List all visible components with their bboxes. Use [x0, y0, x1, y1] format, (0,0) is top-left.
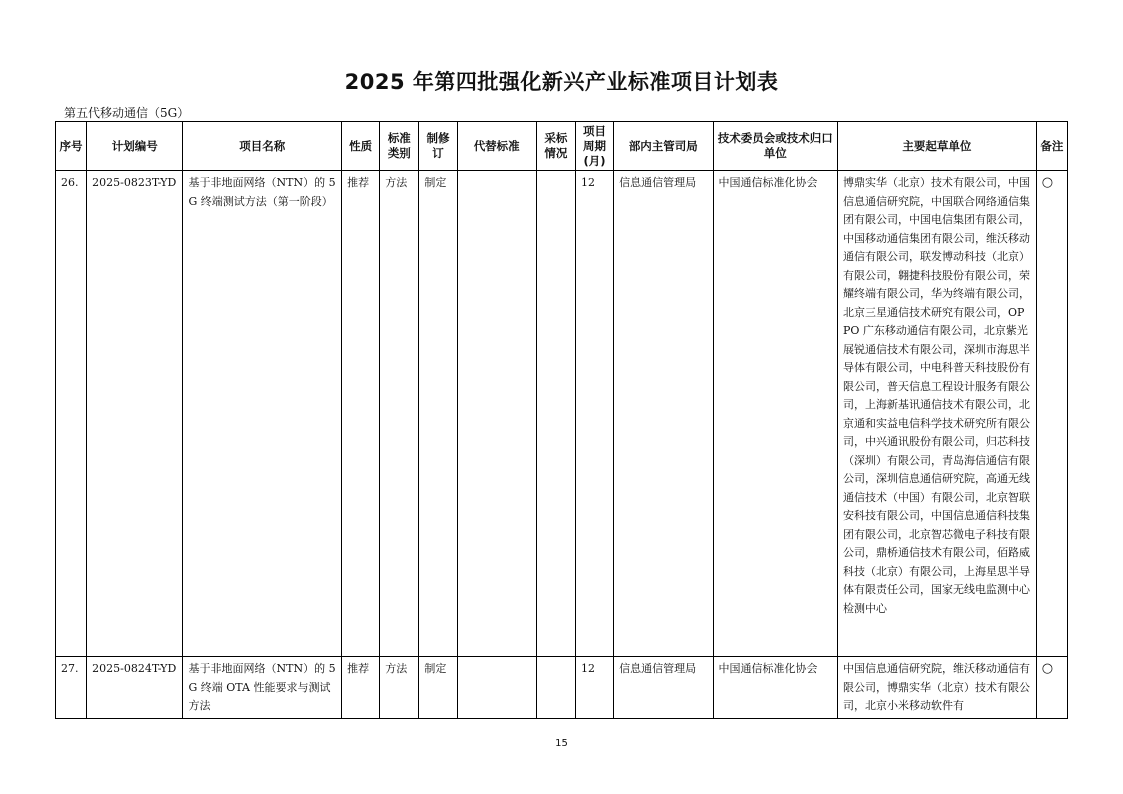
plan-table: [55, 121, 1068, 719]
cell-units: [838, 657, 1037, 719]
cell-committee: 中国通信标准化协会: [713, 171, 837, 657]
cell-std-type: 方法: [380, 171, 419, 657]
cell-plan-no: 2025-0823T-YD: [87, 171, 183, 657]
page-title: 2025 年第四批强化新兴产业标准项目计划表: [344, 70, 779, 94]
table-header-row: [56, 122, 1068, 171]
cell-plan-no: 2025-0824T-YD: [87, 657, 183, 719]
col-header-nature: 性质: [342, 122, 380, 171]
col-header-committee: 技术委员会或技术归口单位: [713, 122, 837, 171]
cell-revise: 制定: [419, 657, 457, 719]
page-number: 15: [555, 738, 568, 749]
col-header-adopt: 采标情况: [536, 122, 575, 171]
section-heading: 第五代移动通信（5G）: [64, 106, 190, 120]
cell-period: 12: [575, 657, 613, 719]
col-header-replace: 代替标准: [457, 122, 536, 171]
cell-name: 基于非地面网络（NTN）的 5G 终端 OTA 性能要求与测试方法: [183, 657, 342, 719]
table-row: [56, 657, 1068, 719]
cell-nature: 推荐: [342, 657, 380, 719]
cell-std-type: 方法: [380, 657, 419, 719]
cell-committee: 中国通信标准化协会: [713, 657, 837, 719]
cell-seq: 27.: [56, 657, 87, 719]
cell-seq: 26.: [56, 171, 87, 657]
cell-adopt: [536, 657, 575, 719]
cell-units: 博鼎实华（北京）技术有限公司，中国信息通信研究院，中国联合网络通信集团有限公司，中国电信集团有限公司，中国移动通信集团有限公司，维沃移动通信有限公司，联发博动科技（北京）有限公司，翱捷科技股份有限公司，荣耀终端有限公司，华为终端有限公司，北京三星通信技术研究有限公司，OPPO 广东移动通信有限公司，北京紫光展锐通信技术有限公司，深圳市海思半导体有限公司，中电科普天科技股份有限公司，普天信息工程设计服务有限公司，上海新基讯通信技术有限公司，北京通和实益电信科学技术研究所有限公司，中兴通讯股份有限公司，归芯科技（深圳）有限公司，青岛海信通信有限公司，深圳信息通信研究院，高通无线通信技术（中国）有限公司，北京智联安科技有限公司，中国信息通信科技集团有限公司，北京智芯微电子科技有限公司，鼎桥通信技术有限公司，佰路威科技（北京）有限公司，上海星思半导体有限责任公司，国家无线电监测中心检测中心: [838, 171, 1037, 657]
col-header-dept: 部内主管司局: [614, 122, 713, 171]
cell-nature: 推荐: [342, 171, 380, 657]
col-header-std-type: 标准类别: [380, 122, 419, 171]
col-header-units: 主要起草单位: [838, 122, 1037, 171]
cell-replace: [457, 657, 536, 719]
col-header-name: 项目名称: [183, 122, 342, 171]
cell-note: ○: [1036, 171, 1067, 657]
col-header-plan-no: 计划编号: [87, 122, 183, 171]
col-header-revise: 制修订: [419, 122, 457, 171]
cell-replace: [457, 171, 536, 657]
col-header-note: 备注: [1036, 122, 1067, 171]
cell-name: 基于非地面网络（NTN）的 5G 终端测试方法（第一阶段）: [183, 171, 342, 657]
table-row: [56, 171, 1068, 657]
cell-adopt: [536, 171, 575, 657]
col-header-period: 项目周期(月): [575, 122, 613, 171]
cell-dept: 信息通信管理局: [614, 657, 713, 719]
units-text: 中国信息通信研究院，维沃移动通信有限公司，博鼎实华（北京）技术有限公司，北京小米移动软件有: [843, 662, 1030, 712]
col-header-seq: 序号: [56, 122, 87, 171]
cell-period: 12: [575, 171, 613, 657]
cell-dept: 信息通信管理局: [614, 171, 713, 657]
cell-revise: 制定: [419, 171, 457, 657]
cell-note: ○: [1036, 657, 1067, 719]
